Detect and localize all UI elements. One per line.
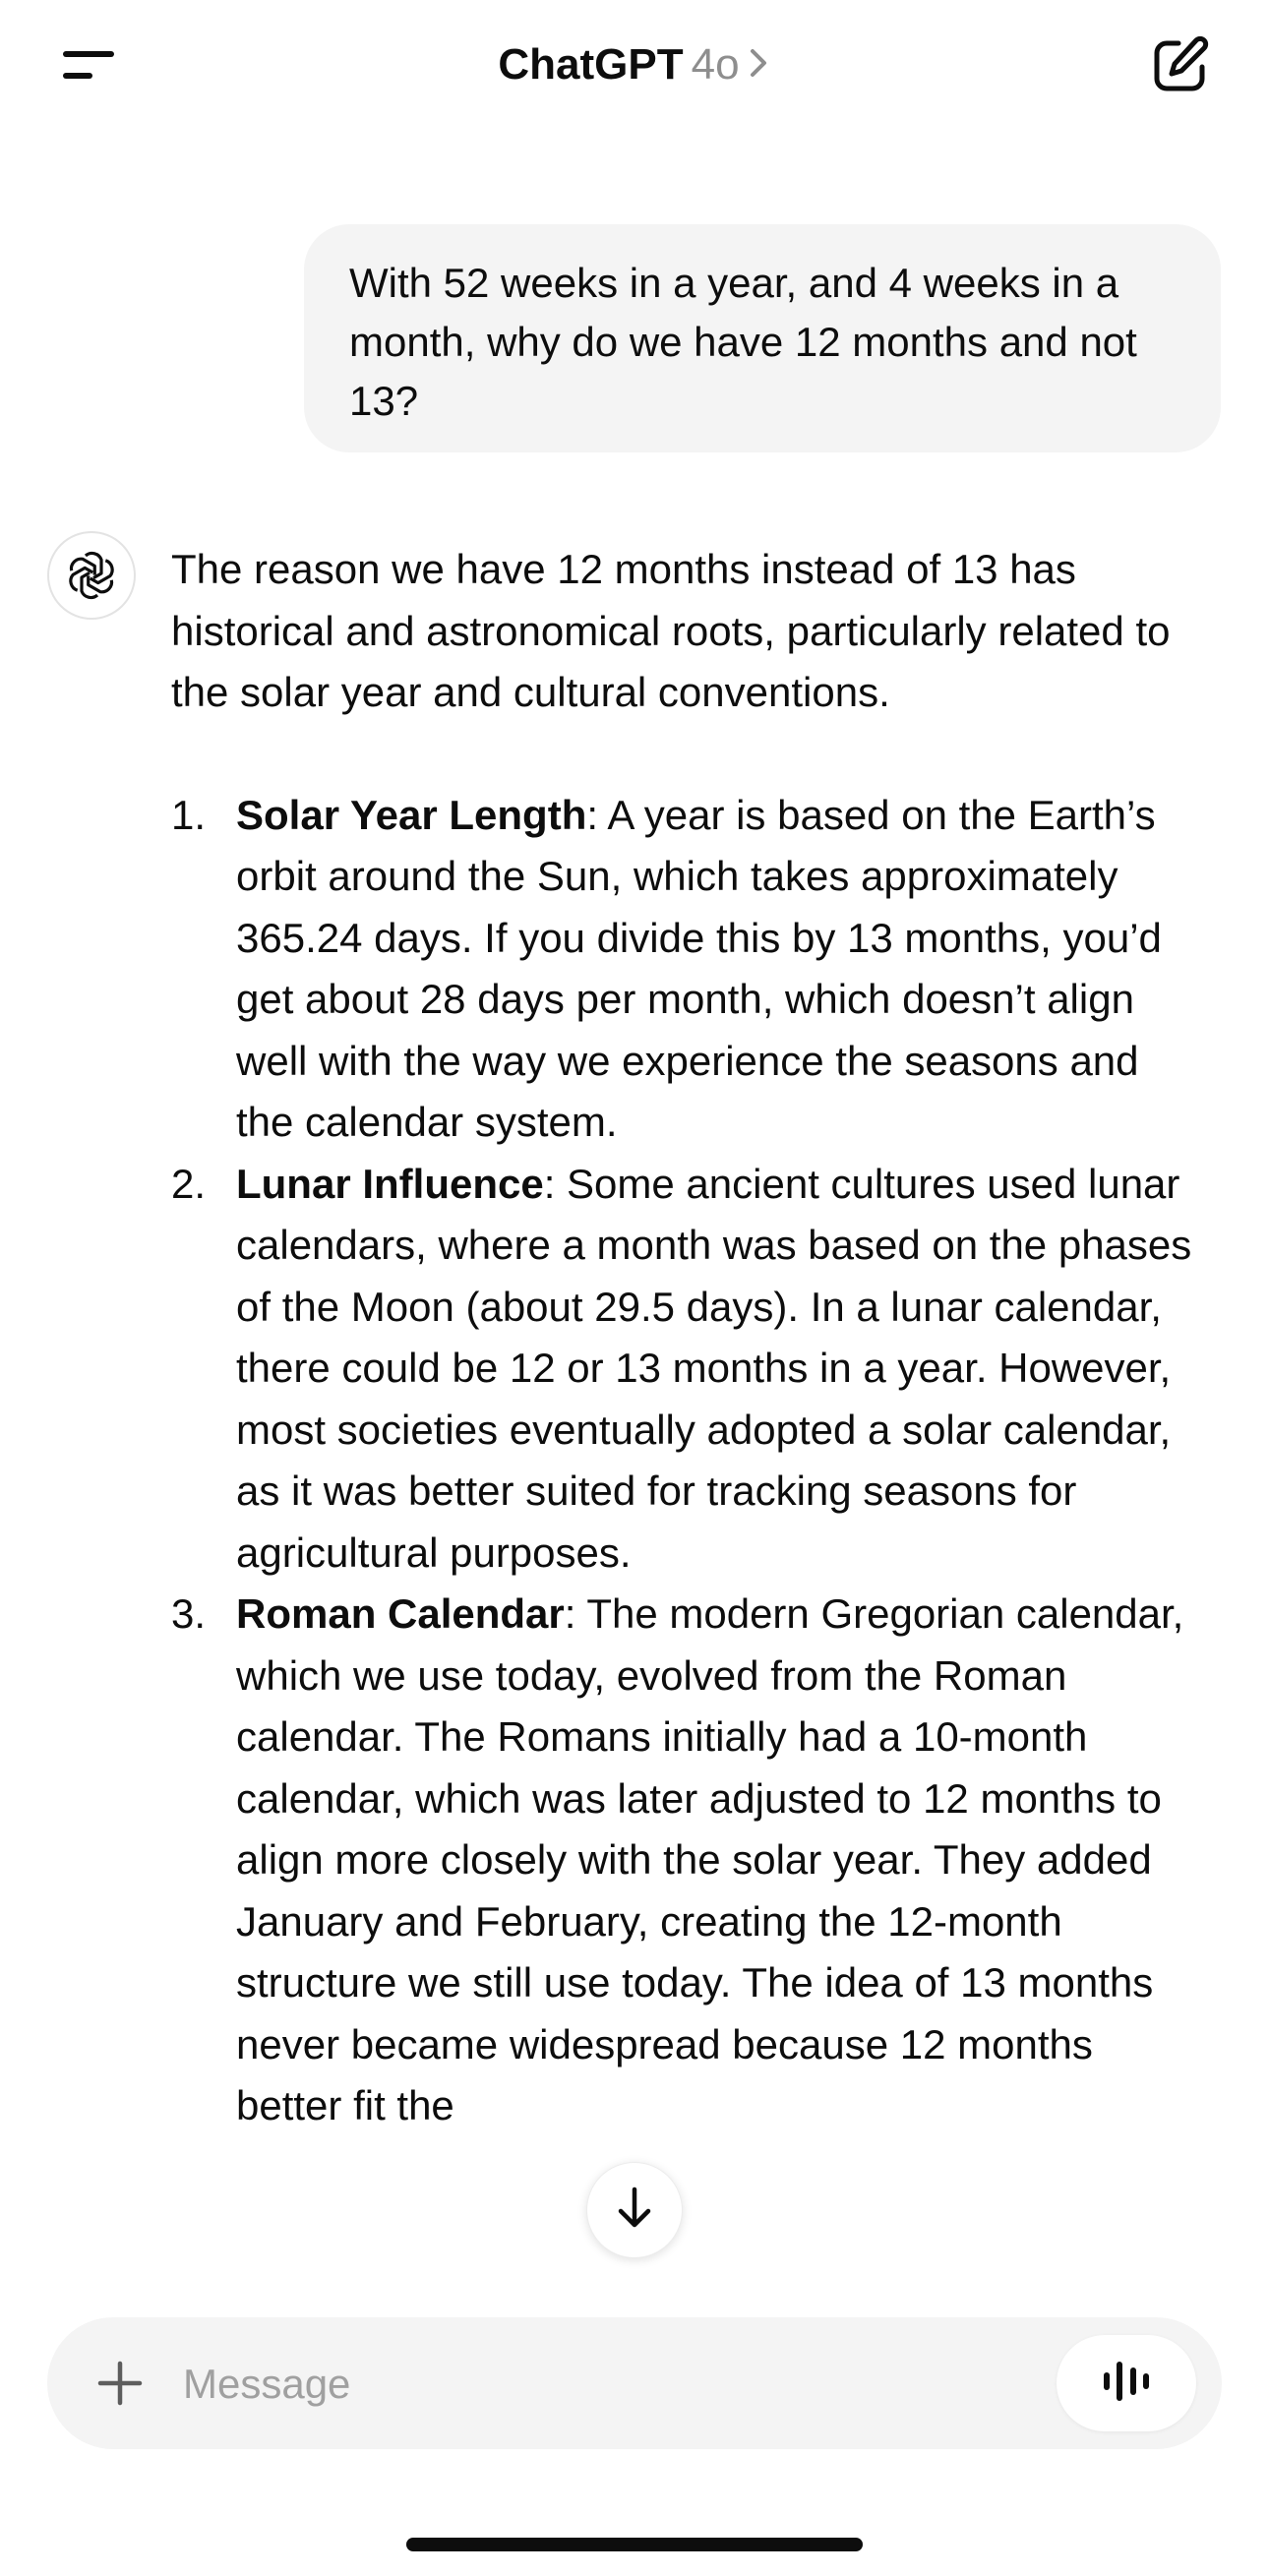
list-item-text: : The modern Gregorian calendar, which we use today, evolved from the Roman calendar. The Romans initially had a 10-month calendar, which was later adjusted to 12 months to align more closely with the solar year. They added January and February, creating the 12-month structure we still use today. The idea of 13 months never became widespread because 12 months better fit the xyxy=(236,1590,1184,2128)
list-item xyxy=(171,1584,1194,2137)
list-item xyxy=(171,785,1194,1154)
list-item-title: Lunar Influence xyxy=(236,1160,544,1207)
list-item-number: 2. xyxy=(171,1160,207,1207)
openai-logo-icon xyxy=(47,531,136,620)
plus-icon[interactable] xyxy=(91,2354,150,2413)
list-item-text: : Some ancient cultures used lunar calendars, where a month was based on the phases of the Moon (about 29.5 days). In a lunar calendar, there could be 12 or 13 months in a year. However, most societies eventually adopted a solar calendar, as it was better suited for tracking seasons for agricultural purposes. xyxy=(236,1160,1192,1576)
model-selector[interactable] xyxy=(0,35,1269,96)
message-input[interactable] xyxy=(181,2349,1051,2420)
assistant-list xyxy=(171,785,1194,2137)
list-item-title: Solar Year Length xyxy=(236,791,587,838)
arrow-down-icon xyxy=(613,2184,656,2238)
user-message-bubble: With 52 weeks in a year, and 4 weeks in a month, why do we have 12 months and not 13? xyxy=(304,224,1221,452)
assistant-intro: The reason we have 12 months instead of 13 has historical and astronomical roots, particularly related to the solar year and cultural conventions. xyxy=(171,546,1171,715)
chevron-right-icon xyxy=(746,37,771,96)
app-title: ChatGPT xyxy=(498,40,684,89)
voice-mode-button[interactable] xyxy=(1057,2335,1196,2431)
voice-waveform-icon xyxy=(1097,2357,1156,2411)
list-item-number: 1. xyxy=(171,791,207,838)
model-label: 4o xyxy=(691,40,740,89)
assistant-message xyxy=(171,539,1194,2137)
header xyxy=(0,0,1269,138)
list-item xyxy=(171,1154,1194,1585)
home-indicator xyxy=(406,2538,863,2551)
compose-icon[interactable] xyxy=(1149,33,1212,96)
scroll-down-button[interactable] xyxy=(586,2162,683,2258)
list-item-title: Roman Calendar xyxy=(236,1590,565,1637)
list-item-number: 3. xyxy=(171,1590,207,1637)
list-item-text: : A year is based on the Earth’s orbit around the Sun, which takes approximately 365.24 days. If you divide this by 13 months, you’d get about 28 days per month, which doesn’t align well with the way we experience the seasons and the calendar system. xyxy=(236,791,1162,1145)
message-composer xyxy=(47,2317,1222,2449)
